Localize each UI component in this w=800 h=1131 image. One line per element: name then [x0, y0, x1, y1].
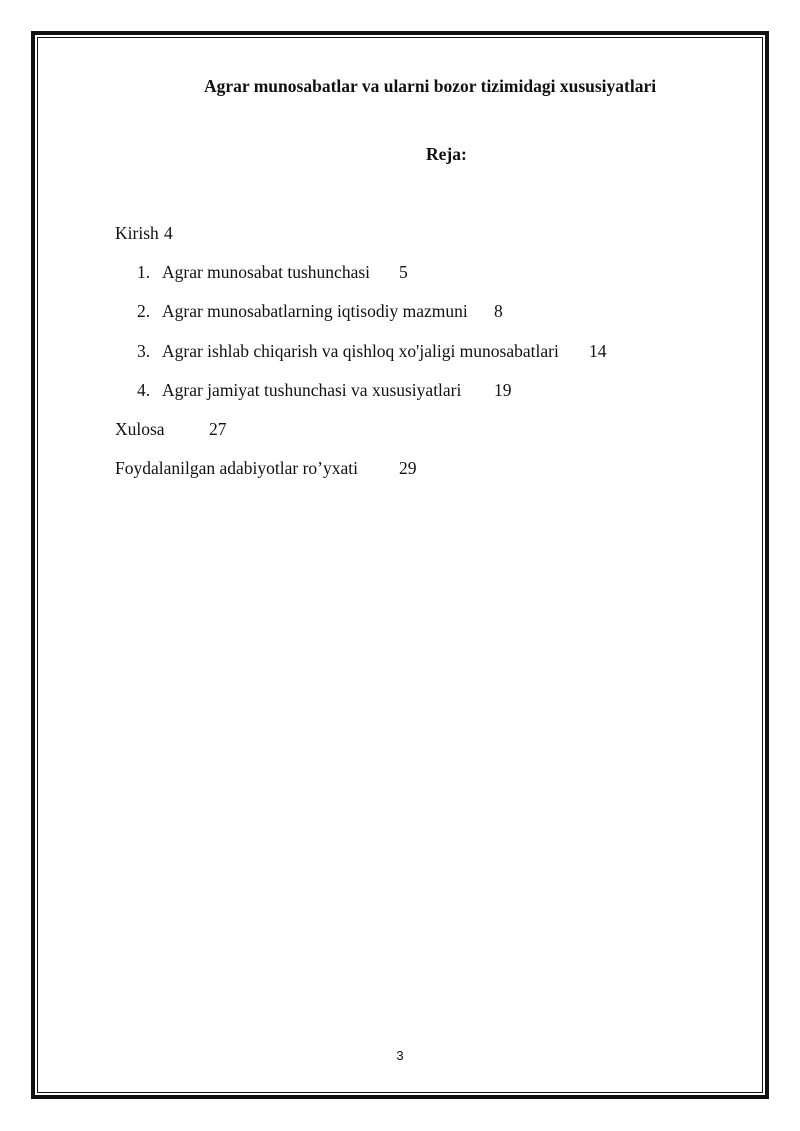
toc-item-label: Agrar jamiyat tushunchasi va xususiyatlari	[162, 380, 462, 400]
toc-references-label: Foydalanilgan adabiyotlar ro’yxati	[115, 458, 358, 478]
toc-conclusion-page: 27	[209, 419, 227, 439]
toc-item-page: 19	[494, 380, 512, 400]
toc-item-number: 4.	[137, 380, 151, 400]
toc-item-label: Agrar munosabatlarning iqtisodiy mazmuni	[162, 301, 468, 321]
page-border-inner	[37, 37, 763, 1093]
page-number: 3	[396, 1048, 404, 1063]
plan-heading: Reja:	[426, 144, 467, 164]
toc-intro-label: Kirish	[115, 223, 159, 243]
toc-item-label: Agrar ishlab chiqarish va qishloq xo'jaligi munosabatlari	[162, 341, 559, 361]
toc-references-page: 29	[399, 458, 417, 478]
toc-item-number: 2.	[137, 301, 151, 321]
toc-intro-page: 4	[164, 223, 173, 243]
toc-conclusion-label: Xulosa	[115, 419, 165, 439]
toc-item-number: 3.	[137, 341, 151, 361]
toc-item-page: 5	[399, 262, 408, 282]
toc-item-page: 8	[494, 301, 503, 321]
document-title: Agrar munosabatlar va ularni bozor tizimidagi xususiyatlari	[204, 76, 657, 96]
toc-item-number: 1.	[137, 262, 151, 282]
toc-item-page: 14	[589, 341, 607, 361]
toc-item-label: Agrar munosabat tushunchasi	[162, 262, 371, 282]
